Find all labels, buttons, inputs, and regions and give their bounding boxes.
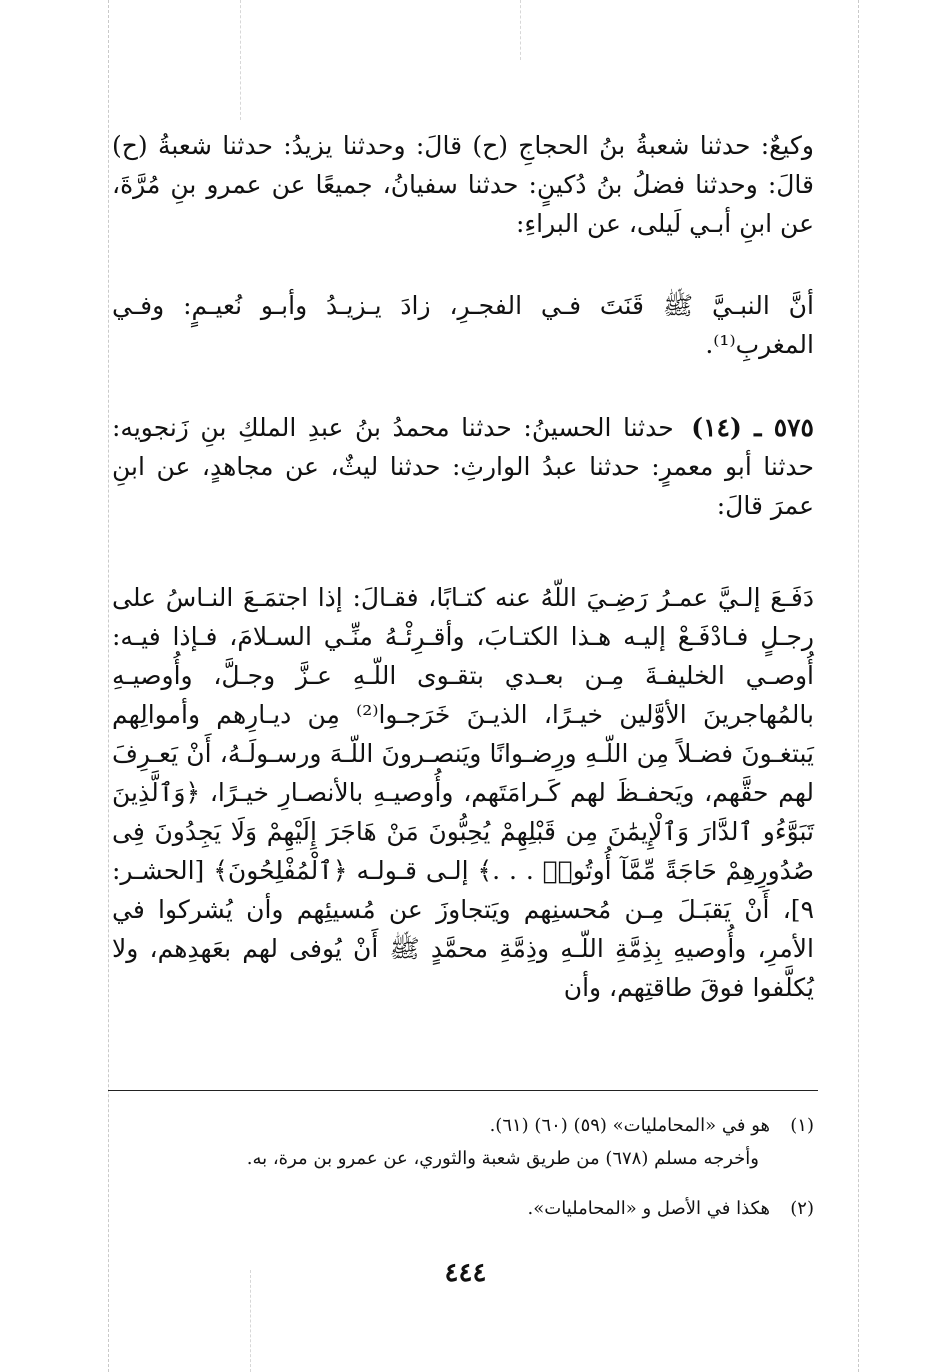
hadith-isnad: [112, 408, 814, 525]
scan-guide-top: [240, 0, 241, 120]
footnote-number: (٢): [790, 1198, 814, 1219]
footnote-2: [112, 1192, 814, 1225]
hadith-number: ٥٧٥ ـ (١٤): [691, 413, 814, 442]
footnote-text: هكذا في الأصل و «المحامليات».: [527, 1198, 770, 1219]
footnote-divider: [108, 1090, 818, 1091]
footnote-extra: وأخرجه مسلم (٦٧٨) من طريق شعبة والثوري، عن عمرو بن مرة، به.: [246, 1148, 759, 1169]
scan-guide-top-center: [520, 0, 521, 60]
hadith-575-isnad: [112, 408, 814, 525]
footnote-number: (١): [790, 1115, 814, 1136]
hadith-isnad-text: حدثنا الحسينُ: حدثنا محمدُ بنُ عبدِ الملكِ بنِ زَنجويه: حدثنا أبو معمرٍ: حدثنا عبدُ الوارثِ: حدثنا ليثٌ، عن مجاهدٍ، عن ابنِ عمرَ قالَ:: [112, 413, 814, 520]
hadith-575-matn: [112, 578, 814, 1007]
page-number: ٤٤٤: [444, 1258, 487, 1288]
hadith-574-matn: [112, 286, 814, 364]
paragraph-matn: أنَّ النبـيَّ ﷺ قَنَتَ فـي الفجـرِ، زادَ يـزيـدُ وأبـو نُعيـمٍ: وفـي المغربِ⁽¹⁾.: [112, 291, 814, 359]
hadith-matn-text: دَفَـعَ إلـيَّ عمـرُ رَضِـيَ اللّهُ عنه كتـابًا، فقـالَ: إذا اجتمَـعَ النـاسُ على رجـلٍ فـادْفَـعْ إليـه هـذا الكتـابَ، وأقـرِئْـهُ منِّـي السـلامَ، فـإذا فيـه: أُوصـي الخليفـةَ مِـن بعـدي بتقـوى اللّـهِ عـزَّ وجـلَّ، وأُوصيـهِ بالمُهاجرينَ الأوَّلين خيـرًا، الذيـنَ خَرَجـوا⁽²⁾ مِن ديـارِهم وأموالِهم يَبتغـونَ فضـلاً مِن اللّـهِ ورِضـوانًا ويَنصـرونَ اللّـهَ ورسـولَـهُ، أَنْ يَعـرِفَ لهم حقَّهم، ويَحفـظَ لهم كَـرامَتَهم، وأُوصيـهِ بالأنصـارِ خيـرًا، ﴿وَٱلَّذِينَ تَبَوَّءُو ٱلدَّارَ وَٱلْإِيمَٰنَ مِن قَبْلِهِمْ يُحِبُّونَ مَنْ هَاجَرَ إِلَيْهِمْ وَلَا يَجِدُونَ فِى صُدُورِهِمْ حَاجَةً مِّمَّآ أُوتُوا۟ . . .﴾ إلـى قـولـه ﴿ٱلْمُفْلِحُونَ﴾ [الحشـر: ٩]، أَنْ يَقبَـلَ مِـن مُحسنِهم ويَتجاوزَ عن مُسيئِهم وأن يُشركوا في الأمرِ، وأُوصيهِ بِذِمَّةِ اللّـهِ وذِمَّةِ محمَّدٍ ﷺ أَنْ يُوفى لهم بعَهدِهم، ولا يُكلَّفوا فوقَ طاقتِهم، وأن: [112, 583, 814, 1002]
margin-guide-right: [858, 0, 859, 1372]
footnote-1: [112, 1109, 814, 1175]
isnad-continuation: [112, 126, 814, 243]
margin-guide-left: [108, 0, 109, 1372]
paragraph-isnad: وكيعٌ: حدثنا شعبةُ بنُ الحجاجِ (ح) قالَ: وحدثنا يزيدُ: حدثنا شعبةُ (ح) قالَ: وحدثنا فضلُ بنُ دُكينٍ: حدثنا سفيانُ، جميعًا عن عمرو بنِ مُرَّةَ، عن ابنِ أبـي لَيلى، عن البراءِ:: [112, 131, 814, 238]
footnote-text: هو في «المحامليات» (٥٩) (٦٠) (٦١).: [489, 1115, 770, 1136]
